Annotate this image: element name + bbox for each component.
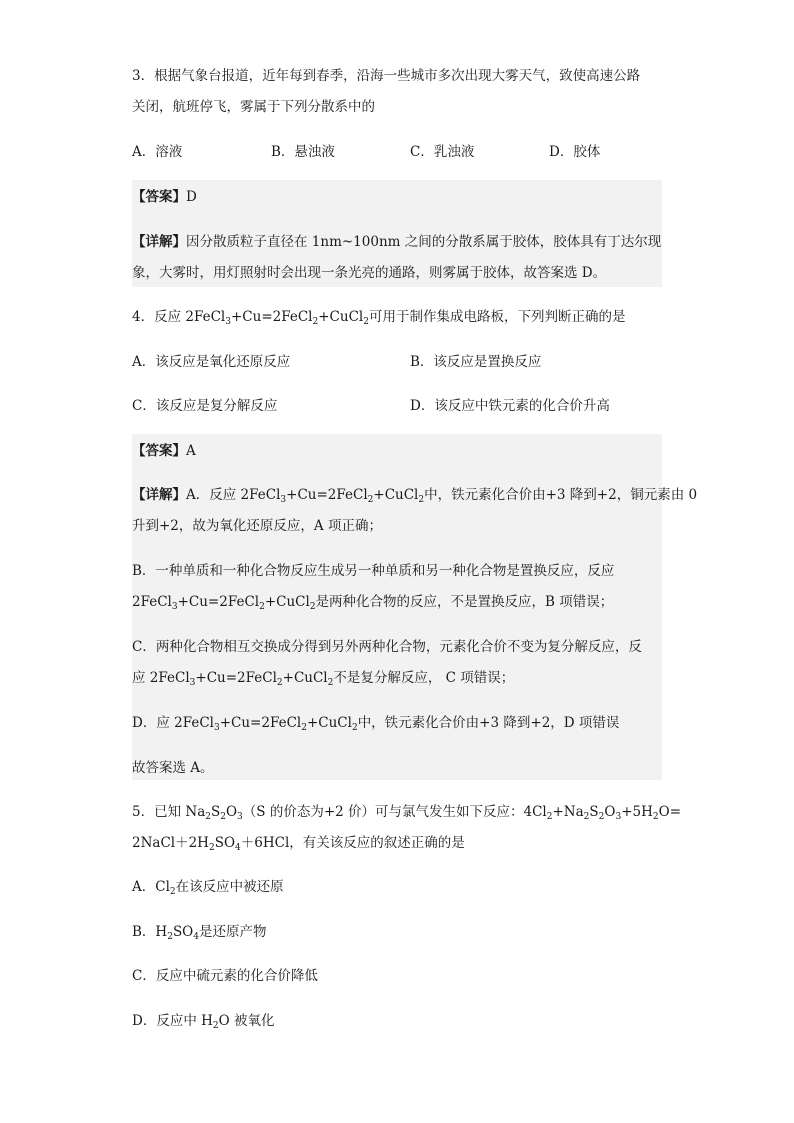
q3-detail-line1: 【详解】因分散质粒子直径在 1nm~100nm 之间的分散系属于胶体，胶体具有丁达尔现: [132, 234, 662, 250]
q3-option-b: B．悬浊液: [271, 144, 335, 160]
q4-option-b: B．该反应是置换反应: [410, 354, 542, 370]
detail-label: 【详解】: [132, 487, 186, 503]
q3-stem-line2: 关闭，航班停飞，雾属于下列分散系中的: [132, 99, 375, 115]
q3-option-c: C．乳浊液: [410, 144, 475, 160]
q4-detail-c-line1: C．两种化合物相互交换成分得到另外两种化合物，元素化合价不变为复分解反应，反: [132, 639, 642, 655]
q4-detail-a-line1: 【详解】A．反应 2FeCl$_3$+Cu=2FeCl$_2$+CuCl$_2$中，铁元素化合价由+3 降到+2，铜元素由 0: [132, 487, 698, 505]
q3-stem-line1: 3．根据气象台报道，近年每到春季，沿海一些城市多次出现大雾天气，致使高速公路: [132, 68, 641, 84]
q4-option-c: C．该反应是复分解反应: [132, 398, 278, 414]
q5-option-d: D．反应中 $H_2O$ 被氧化: [132, 1013, 275, 1031]
answer-label: 【答案】: [132, 443, 186, 459]
q5-option-a: A．$Cl_2$在该反应中被还原: [132, 879, 284, 897]
q4-option-d: D．该反应中铁元素的化合价升高: [410, 398, 610, 414]
answer-label: 【答案】: [132, 189, 186, 205]
answer-value: D: [186, 189, 197, 205]
answer-value: A: [186, 443, 196, 459]
q4-conclusion: 故答案选 A。: [132, 760, 214, 776]
detail-label: 【详解】: [132, 234, 186, 250]
q4-detail-b-line2: 2FeCl$_3$+Cu=2FeCl$_2$+CuCl$_2$是两种化合物的反应，不是置换反应，B 项错误；: [132, 594, 614, 612]
q4-detail-a-line2: 升到+2，故为氧化还原反应，A 项正确；: [132, 518, 382, 534]
q4-answer: [132, 441, 196, 461]
q4-detail-b-line1: B．一种单质和一种化合物反应生成另一种单质和另一种化合物是置换反应，反应: [132, 563, 615, 579]
q3-answer: [132, 187, 197, 207]
q5-stem-line1: 5．已知 $Na_2S_2O_3(S$ 的价态为+2 价）可与氯气发生如下反应：$4Cl_2+Na_2S_2O_3+5H_2O=$: [132, 804, 682, 822]
q4-detail-c-line2: 应 2FeCl$_3$+Cu=2FeCl$_2$+CuCl$_2$不是复分解反应， C 项错误；: [132, 670, 515, 688]
q5-option-b: B．$H_2SO_4$是还原产物: [132, 924, 267, 942]
q4-detail-d: D．应 2FeCl$_3$+Cu=2FeCl$_2$+CuCl$_2$中，铁元素化合价由+3 降到+2，D 项错误: [132, 715, 620, 733]
q4-stem: 4．反应 2FeCl$_3$+Cu=2FeCl$_2$+CuCl$_2$可用于制作集成电路板，下列判断正确的是: [132, 309, 626, 327]
q3-option-a: A．溶液: [132, 144, 183, 160]
q5-option-c: C．反应中硫元素的化合价降低: [132, 968, 318, 984]
q3-detail-line2: 象，大雾时，用灯照射时会出现一条光亮的通路，则雾属于胶体，故答案选 D。: [132, 265, 607, 281]
q5-stem-line2: $2NaCl+2H_2SO_4+6HCl$，有关该反应的叙述正确的是: [132, 835, 465, 853]
q3-option-d: D．胶体: [549, 144, 601, 160]
q4-option-a: A．该反应是氧化还原反应: [132, 354, 291, 370]
